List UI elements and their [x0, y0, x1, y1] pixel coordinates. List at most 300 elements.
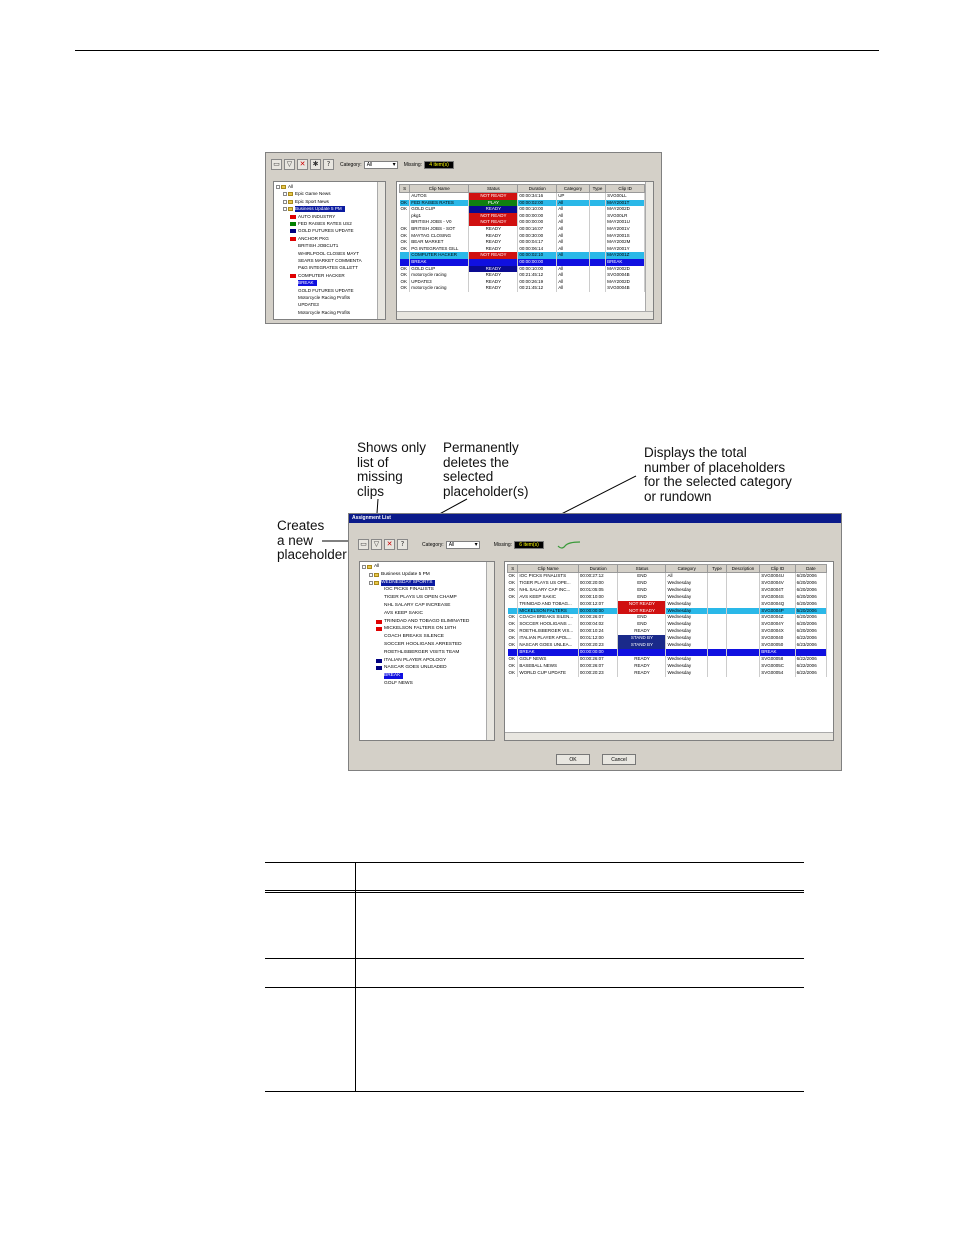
- table-cell: READY: [469, 206, 518, 213]
- table-cell: COMPUTER HACKER: [410, 252, 469, 259]
- table-cell: READY: [618, 670, 666, 677]
- table-cell: Wednesday: [666, 670, 708, 677]
- status-swatch-icon: [376, 659, 382, 663]
- tree-item-label: AVS KEEP SAKIC: [384, 610, 424, 616]
- table-cell: 00:00:00:00: [578, 649, 618, 656]
- table-cell: BREAK: [518, 649, 578, 656]
- tree-item-label: WEDNESDAY SPORTS: [381, 580, 435, 586]
- tree-item[interactable]: [376, 665, 447, 671]
- table-cell: READY: [469, 226, 518, 233]
- table-cell: Wednesday: [666, 663, 708, 670]
- table-cell: 00:00:34:16: [518, 193, 557, 200]
- callout-delete: Permanently deletes the selected placeholder(s): [443, 440, 529, 499]
- table-cell: [726, 628, 759, 635]
- table-cell: 00:00:27:12: [578, 573, 618, 580]
- table-cell: 6/20/2006: [795, 628, 826, 635]
- table-cell: 00:00:04:02: [578, 621, 618, 628]
- table-cell: SVG0004V: [760, 580, 795, 587]
- table-cell: [708, 642, 727, 649]
- column-header[interactable]: Clip Name: [518, 565, 578, 573]
- table-cell: 00:00:16:07: [518, 226, 557, 233]
- table-cell: ITALIAN PLAYER APOL...: [518, 635, 578, 642]
- tree-item-label: NASCAR GOES UNLEADED: [384, 665, 447, 671]
- table-cell: 6/22/2006: [795, 635, 826, 642]
- table-cell: Wednesday: [666, 628, 708, 635]
- table-cell: [708, 587, 727, 594]
- table-cell: All: [557, 219, 590, 226]
- new-placeholder-icon[interactable]: ▭: [271, 159, 282, 170]
- toolbar: [358, 539, 582, 550]
- table-column-divider: [355, 862, 356, 1091]
- tree-item-label: All: [374, 564, 380, 569]
- table-cell: OK: [400, 279, 410, 286]
- table-cell: END: [618, 573, 666, 580]
- table-cell: MAY2001S: [606, 233, 645, 240]
- table-cell: [508, 601, 518, 608]
- tree-item-label: COACH BREAKS SILENCE: [384, 634, 444, 640]
- tools-icon[interactable]: ✱: [310, 159, 321, 170]
- table-cell: MAY2002D: [606, 279, 645, 286]
- table-cell: MAY2002M: [606, 239, 645, 246]
- column-header[interactable]: S: [508, 565, 518, 573]
- tree-item-label: NHL SALARY CAP INCREASE: [384, 603, 451, 608]
- table-cell: OK: [400, 285, 410, 292]
- table-cell: All: [557, 239, 590, 246]
- column-header[interactable]: S: [400, 185, 410, 193]
- table-cell: FED RAISES RATES: [410, 200, 469, 207]
- table-cell: ROETHLISBERGER VIS...: [518, 628, 578, 635]
- table-cell: MAY2001V: [606, 226, 645, 233]
- table-cell: [795, 649, 826, 656]
- table-cell: motorcycle racing: [410, 285, 469, 292]
- table-cell: READY: [618, 628, 666, 635]
- table-cell: 00:00:02:00: [518, 200, 557, 207]
- table-cell: BRITISH JOBS - V0: [410, 219, 469, 226]
- category-label: Category:: [340, 161, 362, 168]
- tree-item-label: Motorcycle Racing Profits: [298, 295, 351, 300]
- table-cell: STAND BY: [618, 635, 666, 642]
- table-cell: SVG0004X: [760, 628, 795, 635]
- table-cell: Wednesday: [666, 614, 708, 621]
- table-cell: 00:00:06:14: [518, 246, 557, 253]
- column-header[interactable]: Duration: [518, 185, 557, 193]
- table-cell: [726, 587, 759, 594]
- table-row[interactable]: [508, 621, 827, 628]
- table-cell: NOT READY: [469, 252, 518, 259]
- missing-count: 4 item(s): [424, 161, 454, 169]
- table-cell: PLAY: [469, 200, 518, 207]
- table-cell: All: [557, 279, 590, 286]
- table-hscrollbar[interactable]: [505, 732, 833, 740]
- table-cell: [708, 656, 727, 663]
- table-cell: [666, 649, 708, 656]
- status-swatch-icon: [376, 666, 382, 670]
- table-cell: [508, 608, 518, 615]
- category-select[interactable]: All ▾: [446, 541, 480, 549]
- tree-item[interactable]: [376, 634, 444, 640]
- table-cell: 00:00:26:07: [578, 614, 618, 621]
- tree-item-label: COMPUTER HACKER: [298, 272, 345, 278]
- tree-item-label: Business Update 5 PM: [381, 571, 430, 577]
- table-cell: 00:01:05:05: [578, 587, 618, 594]
- tree-item[interactable]: [376, 681, 413, 687]
- tree-item-label: SOCCER HOOLIGANS ARRESTED: [384, 642, 462, 647]
- tree-item-label: Epic Sport News: [295, 198, 329, 204]
- table-cell: OK: [400, 233, 410, 240]
- table-cell: NOT READY: [618, 608, 666, 615]
- table-row[interactable]: [508, 587, 827, 594]
- table-cell: 00:00:00:00: [518, 219, 557, 226]
- table-cell: [708, 580, 727, 587]
- table-cell: MAY2001U: [606, 219, 645, 226]
- table-cell: 6/20/2006: [795, 614, 826, 621]
- tree-item[interactable]: [376, 650, 459, 656]
- table-cell: 00:00:26:07: [578, 663, 618, 670]
- column-header[interactable]: Type: [708, 565, 727, 573]
- status-swatch-icon: [376, 643, 382, 647]
- tree-item-label: GOLF NEWS: [384, 681, 413, 686]
- table-row[interactable]: [508, 642, 827, 649]
- column-header[interactable]: Clip ID: [760, 565, 795, 573]
- table-row[interactable]: [508, 573, 827, 580]
- status-swatch-icon: [376, 612, 382, 616]
- category-tree[interactable]: [359, 561, 495, 741]
- table-rule: [265, 892, 804, 893]
- table-cell: All: [557, 226, 590, 233]
- hint-icon[interactable]: ?: [323, 159, 334, 170]
- table-cell: NOT READY: [469, 193, 518, 200]
- folder-icon: [374, 573, 379, 577]
- status-swatch-icon: [376, 635, 382, 639]
- column-header[interactable]: Clip Name: [410, 185, 469, 193]
- table-cell: READY: [469, 279, 518, 286]
- table-cell: SVG00LR: [606, 213, 645, 220]
- missing-label: Missing:: [493, 541, 513, 548]
- table-cell: [726, 635, 759, 642]
- clip-grid[interactable]: [507, 564, 827, 677]
- tree-item-label: Motorcycle Racing Profits: [298, 309, 351, 315]
- missing-label: Missing:: [403, 161, 423, 168]
- table-cell: WORLD CUP UPDATE: [518, 670, 578, 677]
- table-row[interactable]: [508, 649, 827, 656]
- table-cell: 00:00:00:00: [518, 259, 557, 266]
- table-cell: 6/20/2006: [795, 587, 826, 594]
- table-cell: BREAK: [760, 649, 795, 656]
- table-cell: OK: [508, 628, 518, 635]
- clip-table[interactable]: [504, 561, 834, 741]
- table-cell: 00:00:30:00: [518, 233, 557, 240]
- tree-item-label: GOLD FUTURES UPDATE: [298, 287, 354, 293]
- table-cell: [726, 594, 759, 601]
- table-cell: OK: [508, 573, 518, 580]
- delete-icon[interactable]: ✕: [297, 159, 308, 170]
- table-cell: IOC PICKS FINALISTS: [518, 573, 578, 580]
- tree-item-label: ANCHOR PKG: [298, 235, 329, 241]
- table-cell: SVG00LL: [606, 193, 645, 200]
- column-header[interactable]: Description: [726, 565, 759, 573]
- table-rule: [265, 862, 804, 863]
- table-cell: [618, 649, 666, 656]
- column-header[interactable]: Type: [589, 185, 605, 193]
- table-cell: READY: [469, 266, 518, 273]
- table-cell: 6/20/2006: [795, 573, 826, 580]
- table-cell: 6/20/2006: [795, 621, 826, 628]
- expand-toggle-icon[interactable]: [369, 581, 373, 585]
- table-cell: READY: [469, 285, 518, 292]
- table-cell: 00:00:20:23: [578, 670, 618, 677]
- table-cell: READY: [618, 656, 666, 663]
- table-cell: [708, 573, 727, 580]
- table-cell: [508, 649, 518, 656]
- table-cell: All: [557, 285, 590, 292]
- table-cell: 00:00:26:07: [578, 656, 618, 663]
- column-header[interactable]: Date: [795, 565, 826, 573]
- table-cell: 00:00:10:00: [518, 266, 557, 273]
- table-cell: All: [557, 252, 590, 259]
- tree-item-label: Business Update 5 PM: [295, 206, 345, 212]
- table-cell: 00:00:10:24: [578, 628, 618, 635]
- table-cell: SVG0004U: [760, 573, 795, 580]
- table-cell: MICKELSON FALTERS: [518, 608, 578, 615]
- table-row[interactable]: [508, 614, 827, 621]
- tree-item-label: P&G INTEGRATES GILLETT: [298, 265, 358, 271]
- expand-toggle-icon[interactable]: [362, 565, 366, 569]
- table-cell: OK: [400, 246, 410, 253]
- table-cell: SVG0004T: [760, 587, 795, 594]
- tree-item[interactable]: [376, 595, 457, 601]
- column-header[interactable]: Category: [557, 185, 590, 193]
- delete-icon[interactable]: ✕: [384, 539, 395, 550]
- table-cell: 6/22/2006: [795, 656, 826, 663]
- cancel-button[interactable]: Cancel: [602, 754, 636, 765]
- table-cell: 00:01:12:00: [578, 635, 618, 642]
- table-cell: [726, 670, 759, 677]
- folder-icon: [367, 565, 372, 569]
- table-cell: OK: [508, 614, 518, 621]
- table-cell: SVG0004Z: [760, 614, 795, 621]
- table-cell: READY: [469, 272, 518, 279]
- table-row[interactable]: [508, 656, 827, 663]
- table-cell: [726, 614, 759, 621]
- table-row[interactable]: [508, 628, 827, 635]
- status-swatch-icon: [376, 674, 382, 678]
- new-placeholder-icon[interactable]: ▭: [358, 539, 369, 550]
- table-cell: END: [618, 587, 666, 594]
- tree-item[interactable]: [376, 619, 469, 625]
- column-header[interactable]: Category: [666, 565, 708, 573]
- table-cell: [726, 601, 759, 608]
- table-cell: READY: [469, 246, 518, 253]
- table-cell: Wednesday: [666, 608, 708, 615]
- status-swatch-icon: [376, 604, 382, 608]
- callout-create: Creates a new placeholder: [277, 518, 347, 562]
- table-cell: 00:00:26:19: [518, 279, 557, 286]
- table-rule: [265, 958, 804, 959]
- category-select[interactable]: All ▾: [364, 161, 398, 169]
- tree-item-label: TIGER PLAYS US OPEN CHAMP: [384, 595, 457, 601]
- table-cell: All: [557, 233, 590, 240]
- tree-item[interactable]: [376, 587, 434, 593]
- table-cell: OK: [400, 200, 410, 207]
- table-cell: OK: [400, 206, 410, 213]
- table-cell: [726, 649, 759, 656]
- table-cell: SVG0005C: [760, 663, 795, 670]
- tree-item-label: MICKELSON FALTERS ON 18TH: [384, 626, 457, 632]
- table-cell: MAY2001Z: [606, 252, 645, 259]
- table-cell: MAY2002D: [606, 206, 645, 213]
- table-cell: [726, 573, 759, 580]
- expand-toggle-icon[interactable]: [369, 573, 373, 577]
- column-header[interactable]: Clip ID: [606, 185, 645, 193]
- table-cell: SVG0004Q: [760, 601, 795, 608]
- tree-item-label: Epic Game News: [295, 191, 331, 197]
- window-title: Assignment List: [349, 514, 841, 523]
- table-cell: Wednesday: [666, 587, 708, 594]
- table-cell: SVG0004S: [760, 594, 795, 601]
- table-cell: GOLF NEWS: [518, 656, 578, 663]
- column-header[interactable]: Duration: [578, 565, 618, 573]
- table-cell: UP: [557, 193, 590, 200]
- table-cell: 00:00:00:00: [518, 213, 557, 220]
- tree-item-label: IOC PICKS FINALISTS: [384, 587, 434, 593]
- table-cell: OK: [508, 663, 518, 670]
- table-cell: 6/22/2006: [795, 670, 826, 677]
- table-cell: SVG0004B: [606, 285, 645, 292]
- table-cell: All: [557, 266, 590, 273]
- table-cell: Wednesday: [666, 594, 708, 601]
- status-swatch-icon: [376, 627, 382, 631]
- callout-total: Displays the total number of placeholders for the selected category or rundown: [644, 445, 792, 504]
- table-cell: OK: [508, 580, 518, 587]
- table-cell: [708, 601, 727, 608]
- table-row[interactable]: [508, 580, 827, 587]
- table-cell: END: [618, 594, 666, 601]
- table-cell: Wednesday: [666, 635, 708, 642]
- tree-item-label: ROETHLISBERGER VISITS TEAM: [384, 649, 460, 655]
- checkmark-icon: [556, 540, 582, 550]
- table-cell: GOLD CLIP: [410, 206, 469, 213]
- tree-item[interactable]: [376, 658, 446, 664]
- table-cell: [726, 656, 759, 663]
- tree-item-label: ITALIAN PLAYER APOLOGY: [384, 657, 447, 663]
- table-cell: TRINIDAD AND TOBAG...: [518, 601, 578, 608]
- table-cell: All: [557, 272, 590, 279]
- status-swatch-icon: [376, 682, 382, 686]
- table-cell: MAY2002D: [606, 266, 645, 273]
- tree-item-label: BRITISH JOBCUT1: [298, 243, 339, 249]
- table-cell: [726, 608, 759, 615]
- table-cell: OK: [508, 642, 518, 649]
- column-header[interactable]: Status: [618, 565, 666, 573]
- table-cell: READY: [469, 233, 518, 240]
- table-cell: OK: [400, 266, 410, 273]
- table-cell: [708, 621, 727, 628]
- table-row[interactable]: [508, 670, 827, 677]
- tree-item[interactable]: [376, 673, 403, 679]
- table-cell: END: [618, 614, 666, 621]
- table-cell: OK: [508, 635, 518, 642]
- table-cell: 00:00:20:23: [578, 642, 618, 649]
- table-cell: NASCAR GOES UNLEA...: [518, 642, 578, 649]
- status-swatch-icon: [376, 596, 382, 600]
- filter-missing-icon[interactable]: ▽: [371, 539, 382, 550]
- table-cell: SVG0004P: [760, 608, 795, 615]
- table-cell: 6/20/2006: [795, 608, 826, 615]
- table-cell: 00:21:45:12: [518, 272, 557, 279]
- table-cell: END: [618, 580, 666, 587]
- tree-item[interactable]: [376, 603, 450, 609]
- table-cell: BREAK: [606, 259, 645, 266]
- table-cell: Wednesday: [666, 621, 708, 628]
- tree-item[interactable]: [376, 626, 456, 632]
- table-cell: OK: [508, 670, 518, 677]
- table-cell: OK: [508, 621, 518, 628]
- table-cell: [708, 649, 727, 656]
- table-cell: MAY2001Y: [606, 246, 645, 253]
- tree-item-label: AUTO INDUSTRY: [298, 213, 336, 219]
- table-cell: All: [557, 246, 590, 253]
- table-cell: NOT READY: [469, 219, 518, 226]
- table-cell: 00:00:02:10: [518, 252, 557, 259]
- tree-item[interactable]: [376, 611, 423, 617]
- table-cell: 00:00:12:07: [578, 601, 618, 608]
- table-row[interactable]: [508, 663, 827, 670]
- tree-item-label: FED RAISES RATES US2: [298, 221, 352, 226]
- table-cell: [726, 580, 759, 587]
- table-cell: [708, 594, 727, 601]
- table-cell: 6/20/2006: [795, 601, 826, 608]
- table-rule: [265, 890, 804, 891]
- table-row[interactable]: [508, 635, 827, 642]
- tree-item-label: UPDATE3: [298, 302, 319, 308]
- tree-item[interactable]: [369, 572, 430, 578]
- tree-item[interactable]: [362, 564, 379, 570]
- column-header[interactable]: Status: [469, 185, 518, 193]
- table-cell: SVG0004B: [606, 272, 645, 279]
- table-cell: 6/20/2006: [795, 580, 826, 587]
- table-cell: OK: [508, 656, 518, 663]
- table-cell: NHL SALARY CAP INC...: [518, 587, 578, 594]
- table-cell: SVG00054: [760, 670, 795, 677]
- table-cell: OK: [400, 272, 410, 279]
- table-cell: 6/22/2006: [795, 663, 826, 670]
- table-cell: SVG00040: [760, 635, 795, 642]
- table-cell: AVS KEEP SAKIC: [518, 594, 578, 601]
- table-cell: MAYTAG CLOSING: [410, 233, 469, 240]
- table-cell: All: [666, 573, 708, 580]
- filter-missing-icon[interactable]: ▽: [284, 159, 295, 170]
- table-cell: 6/23/2006: [795, 642, 826, 649]
- table-cell: [708, 635, 727, 642]
- hint-icon[interactable]: ?: [397, 539, 408, 550]
- folder-icon: [374, 581, 379, 585]
- table-row[interactable]: [508, 594, 827, 601]
- table-cell: GOLD CLIP: [410, 266, 469, 273]
- description-table: [265, 862, 804, 1092]
- table-cell: UPDATE3: [410, 279, 469, 286]
- tree-scrollbar[interactable]: [486, 562, 494, 740]
- ok-button[interactable]: OK: [556, 754, 590, 765]
- table-cell: SVG0004Y: [760, 621, 795, 628]
- table-row[interactable]: [508, 608, 827, 615]
- table-row[interactable]: [508, 601, 827, 608]
- table-cell: BASEBALL NEWS: [518, 663, 578, 670]
- table-cell: MAY2001T: [606, 200, 645, 207]
- table-cell: [708, 628, 727, 635]
- table-cell: STAND BY: [618, 642, 666, 649]
- tree-item[interactable]: [376, 642, 462, 648]
- tree-item[interactable]: [369, 580, 435, 586]
